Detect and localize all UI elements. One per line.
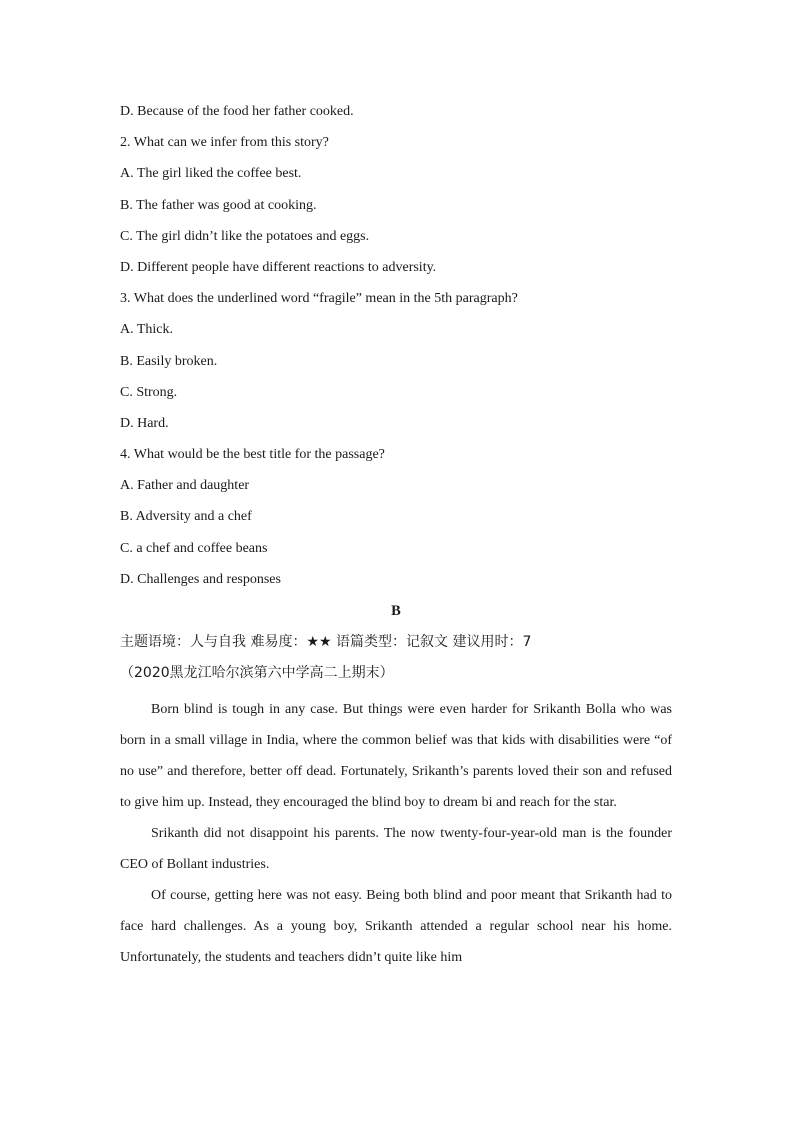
passage-paragraph-1: Born blind is tough in any case. But things were even harder for Srikanth Bolla who was born in a small village in India, where the common belief was that kids with disabilities were “of no use” and therefore, better off dead. Fortunately, Srikanth’s parents loved their son and refused to give him up. Instead, they encouraged the blind boy to dream bi and reach for the star. <box>120 701 672 810</box>
section-heading: B <box>391 603 401 619</box>
passage-paragraph-3: Of course, getting here was not easy. Being both blind and poor meant that Srikanth had to face hard challenges. As a young boy, Srikanth attended a regular school near his home. Unfortunately, the students and teachers didn’t quite like him <box>120 887 672 965</box>
option-4a: A. Father and daughter <box>120 478 250 494</box>
passage-paragraph-2: Srikanth did not disappoint his parents. The now twenty-four-year-old man is the founder CEO of Bollant industries. <box>120 825 672 872</box>
section-meta: 主题语境：人与自我 难易度：★★ 语篇类型：记叙文 建议用时：7 <box>120 634 532 651</box>
option-4b: B. Adversity and a chef <box>120 509 252 525</box>
question-list <box>120 101 672 600</box>
section-source: （2020黑龙江哈尔滨第六中学高二上期末） <box>120 665 394 682</box>
question-4: 4. What would be the best title for the passage? <box>120 447 385 463</box>
page-content <box>120 101 672 973</box>
option-2d: D. Different people have different reactions to adversity. <box>120 259 437 275</box>
option-2c: C. The girl didn’t like the potatoes and eggs. <box>120 228 370 244</box>
question-2: 2. What can we infer from this story? <box>120 135 329 151</box>
option-3d: D. Hard. <box>120 415 169 431</box>
question-3: 3. What does the underlined word “fragile” mean in the 5th paragraph? <box>120 291 518 307</box>
passage <box>120 694 672 973</box>
option-2a: A. The girl liked the coffee best. <box>120 166 302 182</box>
option-3b: B. Easily broken. <box>120 353 218 369</box>
option-4c: C. a chef and coffee beans <box>120 540 268 556</box>
option-1d: D. Because of the food her father cooked. <box>120 104 354 119</box>
option-3a: A. Thick. <box>120 322 174 338</box>
option-2b: B. The father was good at cooking. <box>120 197 317 213</box>
option-4d: D. Challenges and responses <box>120 571 281 587</box>
option-3c: C. Strong. <box>120 384 178 400</box>
